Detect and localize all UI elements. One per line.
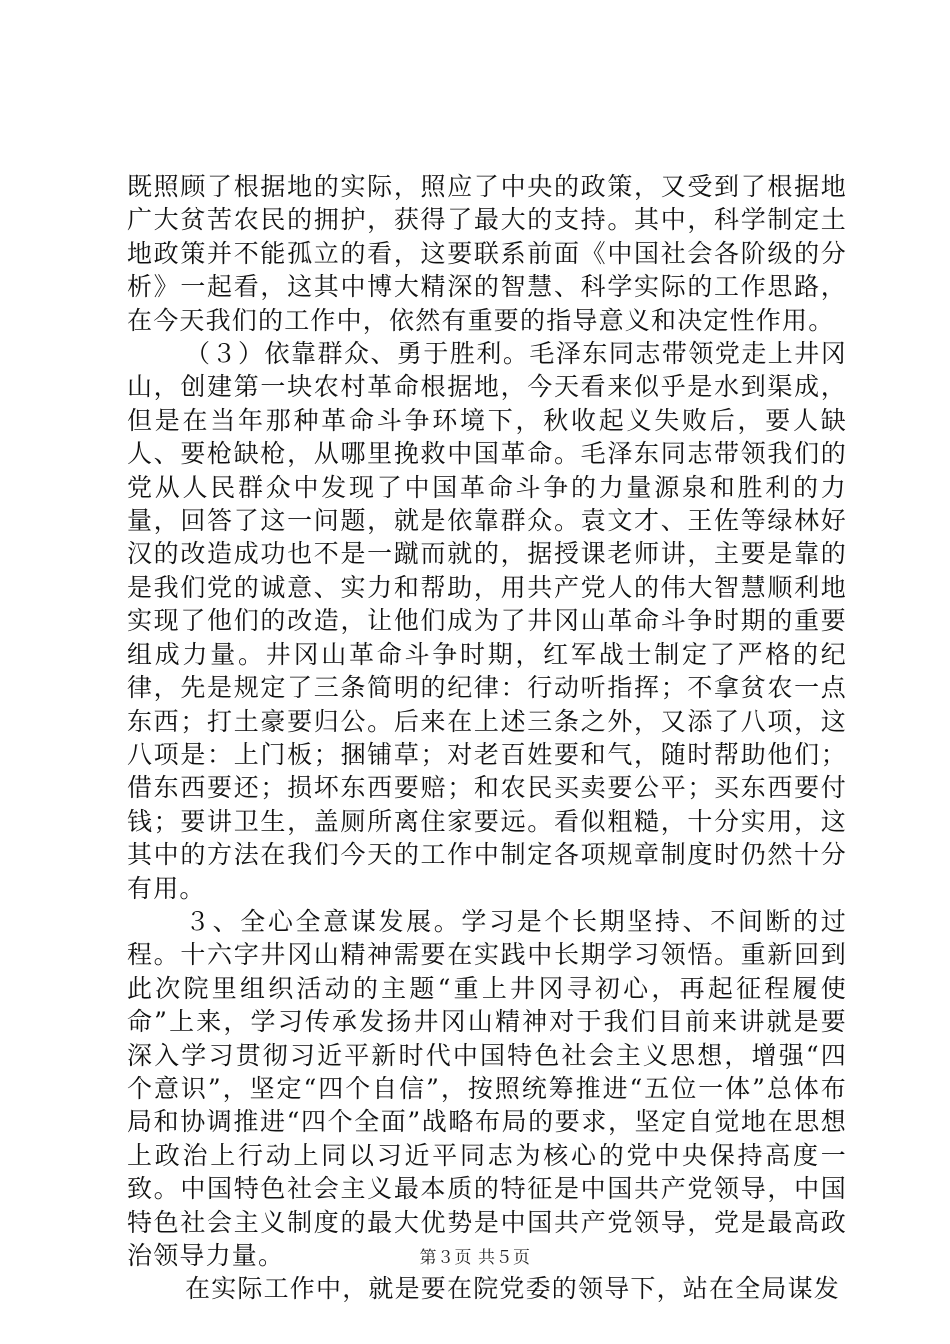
document-body	[127, 170, 847, 1306]
page-number-footer: 第３页 共５页	[419, 1248, 531, 1268]
paragraph-rely-on-masses: （３）依靠群众、勇于胜利。毛泽东同志带领党走上井冈山，创建第一块农村革命根据地，今天看来似乎是水到渠成，但是在当年那种革命斗争环境下，秋收起义失败后，要人缺人、要枪缺枪，从哪里挽救中国革命。毛泽东同志带领我们的党从人民群众中发现了中国革命斗争的力量源泉和胜利的力量，回答了这一问题，就是依靠群众。袁文才、王佐等绿林好汉的改造成功也不是一蹴而就的，据授课老师讲，主要是靠的是我们党的诚意、实力和帮助，用共产党人的伟大智慧顺利地实现了他们的改造，让他们成为了井冈山革命斗争时期的重要组成力量。井冈山革命斗争时期，红军战士制定了严格的纪律，先是规定了三条简明的纪律：行动听指挥；不拿贫农一点东西；打土豪要归公。后来在上述三条之外，又添了八项，这八项是：上门板；捆铺草；对老百姓要和气，随时帮助他们；借东西要还；损坏东西要赔；和农民买卖要公平；买东西要付钱；要讲卫生，盖厕所离住家要远。看似粗糙，十分实用，这其中的方法在我们今天的工作中制定各项规章制度时仍然十分有用。	[127, 339, 847, 903]
paragraph-development: ３、全心全意谋发展。学习是个长期坚持、不间断的过程。十六字井冈山精神需要在实践中长期学习领悟。重新回到此次院里组织活动的主题“重上井冈寻初心，再起征程履使命”上来，学习传承发扬井冈山精神对于我们目前来讲就是要深入学习贯彻习近平新时代中国特色社会主义思想，增强“四个意识”，坚定“四个自信”，按照统筹推进“五位一体”总体布局和协调推进“四个全面”战略布局的要求，坚定自觉地在思想上政治上行动上同以习近平同志为核心的党中央保持高度一致。中国特色社会主义最本质的特征是中国共产党领导，中国特色社会主义制度的最大优势是中国共产党领导，党是最高政治领导力量。	[127, 906, 847, 1270]
paragraph-practical-work: 在实际工作中，就是要在院党委的领导下，站在全局谋发	[185, 1274, 841, 1304]
paragraph-continuation: 既照顾了根据地的实际，照应了中央的政策，又受到了根据地广大贫苦农民的拥护，获得了最大的支持。其中，科学制定土地政策并不能孤立的看，这要联系前面《中国社会各阶级的分析》一起看，这其中博大精深的智慧、科学实际的工作思路，在今天我们的工作中，依然有重要的指导意义和决定性作用。	[127, 172, 847, 335]
